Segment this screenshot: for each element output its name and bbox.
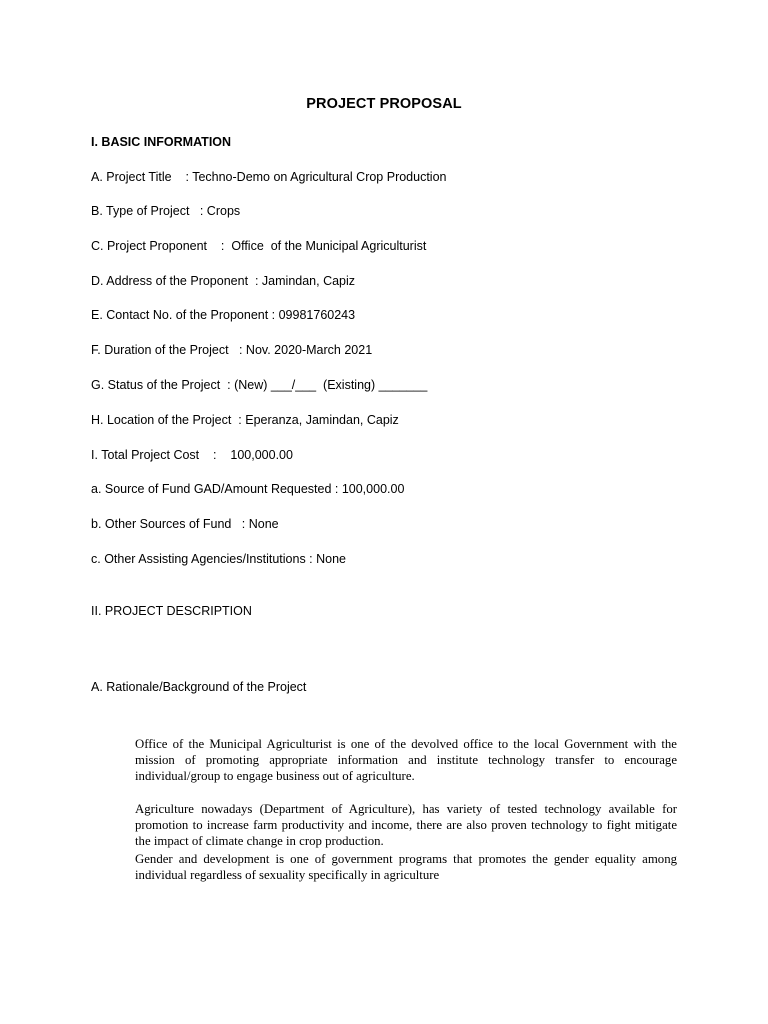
section-heading-project-description: II. PROJECT DESCRIPTION [91,604,252,618]
paragraph-gender-development: Gender and development is one of government programs that promotes the gender equality among individual regardless of sexuality specifically in agriculture [135,852,677,882]
info-project-location: H. Location of the Project : Eperanza, Jamindan, Capiz [91,413,399,427]
info-proponent-address: D. Address of the Proponent : Jamindan, Capiz [91,274,356,288]
info-project-duration: F. Duration of the Project : Nov. 2020-March 2021 [91,343,373,357]
info-fund-source: a. Source of Fund GAD/Amount Requested : 100,000.00 [91,482,405,496]
paragraph-agriculture-technology: Agriculture nowadays (Department of Agriculture), has variety of tested technology available for promotion to increase farm productivity and income, there are also proven technology to fight mitigate the impact of climate change in crop production. [135,802,677,848]
info-assisting-agencies: c. Other Assisting Agencies/Institutions : None [91,552,346,566]
info-other-fund-sources: b. Other Sources of Fund : None [91,517,279,531]
subheading-rationale: A. Rationale/Background of the Project [91,680,307,694]
info-total-cost: I. Total Project Cost : 100,000.00 [91,448,293,462]
paragraph-office-mission: Office of the Municipal Agriculturist is one of the devolved office to the local Government with the mission of promoting appropriate information and institute technology transfer to encourage individual/group to engage business out of agriculture. [135,737,677,783]
info-project-type: B. Type of Project : Crops [91,204,241,218]
section-heading-basic-information: I. BASIC INFORMATION [91,135,232,149]
info-project-title: A. Project Title : Techno-Demo on Agricultural Crop Production [91,170,447,184]
info-project-proponent: C. Project Proponent : Office of the Municipal Agriculturist [91,239,427,253]
document-title: PROJECT PROPOSAL [306,96,462,112]
info-project-status: G. Status of the Project : (New) ___/___ (Existing) _______ [91,378,428,392]
info-contact-number: E. Contact No. of the Proponent : 09981760243 [91,308,356,322]
